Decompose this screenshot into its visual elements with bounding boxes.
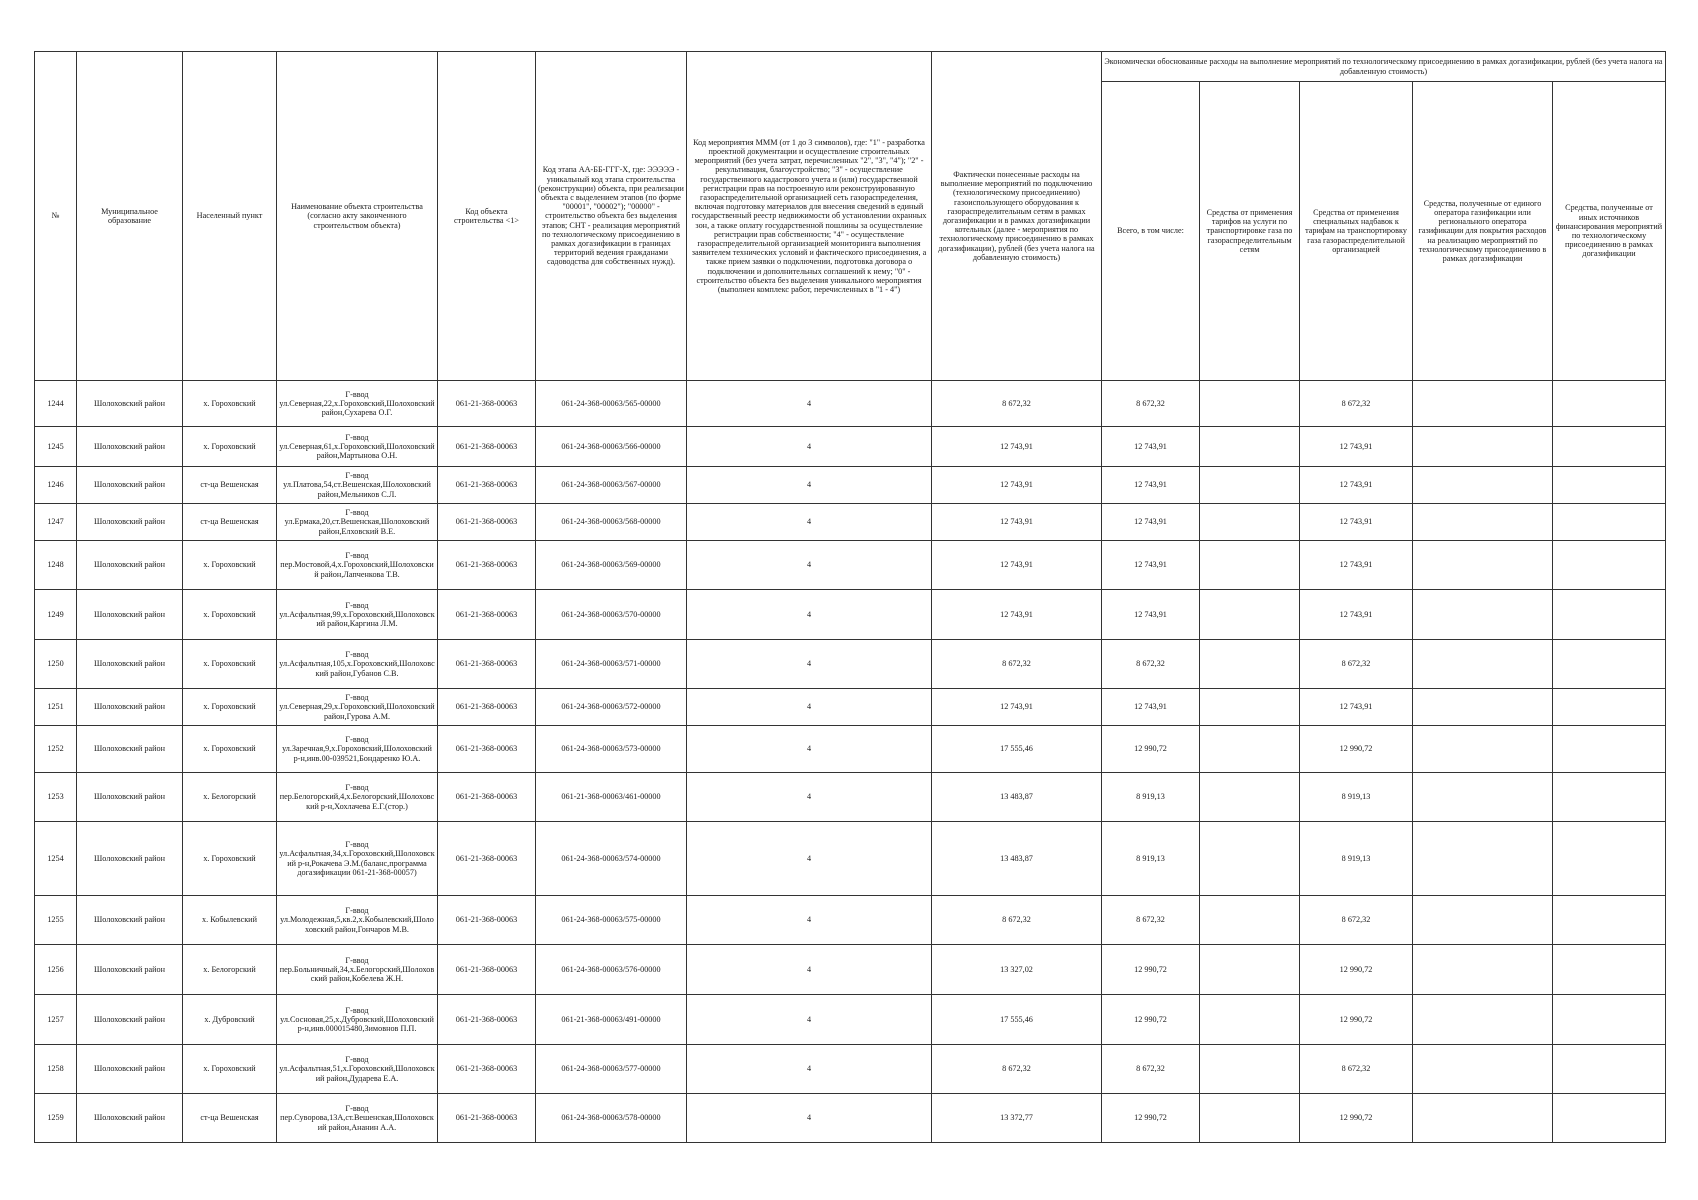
cell-other-funds <box>1553 541 1666 590</box>
cell-object-code: 061-21-368-00063 <box>438 504 536 541</box>
cell-row-number: 1254 <box>35 822 77 896</box>
header-no: № <box>35 52 77 381</box>
cell-object-code: 061-21-368-00063 <box>438 995 536 1045</box>
cell-row-number: 1249 <box>35 590 77 640</box>
cell-municipality: Шолоховский район <box>77 896 183 945</box>
cell-object-name: Г-ввод ул.Северная,22,х.Гороховский,Шолоховский район,Сухарева О.Г. <box>277 381 438 427</box>
header-municipality: Муниципальное образование <box>77 52 183 381</box>
cell-stage-code: 061-24-368-00063/575-00000 <box>536 896 687 945</box>
cell-operator-funds <box>1413 381 1553 427</box>
cell-municipality: Шолоховский район <box>77 1094 183 1143</box>
cell-surcharge-funds: 8 672,32 <box>1300 896 1413 945</box>
cell-stage-code: 061-24-368-00063/578-00000 <box>536 1094 687 1143</box>
cell-settlement: х. Гороховский <box>183 590 277 640</box>
cell-activity-code: 4 <box>687 640 932 689</box>
cell-tariff-funds <box>1200 590 1300 640</box>
cell-other-funds <box>1553 945 1666 995</box>
cell-municipality: Шолоховский район <box>77 590 183 640</box>
cell-other-funds <box>1553 1094 1666 1143</box>
header-activity-code: Код мероприятия МММ (от 1 до 3 символов), где: "1" - разработка проектной документации и осуществление строительных мероприятий (без учета затрат, перечисленных "2", "3", "4"); "2" - рекультивация, благоустройство; "3" - осуществление государственного кадастрового учета и (или) государственной регистрации прав на построенную или реконструированную газораспределительной организацией сеть газораспределения, включая подготовку материалов для внесения сведений в единый государственный реестр недвижимости об установлении охранных зон, а также оплату государственной пошлины за осуществление регистрации прав собственности; "4" - осуществление газораспределительной организацией мониторинга выполнения заявителем технических условий и фактического присоединения, а также прием заявки о подключении, подготовка договора о подключении и дополнительных соглашений к нему; "0" - строительство объекта без выделения уникального мероприятия (выполнен комплекс работ, перечисленных в "1 - 4") <box>687 52 932 381</box>
cell-row-number: 1255 <box>35 896 77 945</box>
cell-row-number: 1246 <box>35 467 77 504</box>
cell-object-code: 061-21-368-00063 <box>438 1045 536 1094</box>
table-row <box>35 590 1666 640</box>
cell-settlement: х. Дубровский <box>183 995 277 1045</box>
cell-settlement: ст-ца Вешенская <box>183 1094 277 1143</box>
cell-settlement: х. Белогорский <box>183 945 277 995</box>
cell-row-number: 1253 <box>35 773 77 822</box>
cell-surcharge-funds: 8 672,32 <box>1300 640 1413 689</box>
cell-row-number: 1250 <box>35 640 77 689</box>
cell-activity-code: 4 <box>687 822 932 896</box>
cell-stage-code: 061-24-368-00063/569-00000 <box>536 541 687 590</box>
cell-municipality: Шолоховский район <box>77 689 183 726</box>
cell-stage-code: 061-24-368-00063/567-00000 <box>536 467 687 504</box>
header-object-name: Наименование объекта строительства (согласно акту законченного строительством объекта) <box>277 52 438 381</box>
cell-surcharge-funds: 8 919,13 <box>1300 773 1413 822</box>
cell-actual-costs: 8 672,32 <box>932 381 1102 427</box>
header-actual-costs: Фактически понесенные расходы на выполнение мероприятий по подключению (технологическому присоединению) газоиспользующего оборудования к газораспределительным сетям в рамках догазификации и в рамках догазификации котельных (далее - мероприятия по технологическому присоединению в рамках догазификации), рублей (без учета налога на добавленную стоимость) <box>932 52 1102 381</box>
cell-settlement: х. Кобылевский <box>183 896 277 945</box>
cell-object-code: 061-21-368-00063 <box>438 590 536 640</box>
cell-total: 8 919,13 <box>1102 822 1200 896</box>
cell-stage-code: 061-24-368-00063/571-00000 <box>536 640 687 689</box>
cell-other-funds <box>1553 467 1666 504</box>
cell-actual-costs: 8 672,32 <box>932 896 1102 945</box>
cell-total: 8 672,32 <box>1102 1045 1200 1094</box>
cell-settlement: х. Белогорский <box>183 773 277 822</box>
cell-stage-code: 061-24-368-00063/570-00000 <box>536 590 687 640</box>
cell-operator-funds <box>1413 773 1553 822</box>
cell-settlement: х. Гороховский <box>183 726 277 773</box>
cell-surcharge-funds: 12 743,91 <box>1300 467 1413 504</box>
cell-surcharge-funds: 12 990,72 <box>1300 726 1413 773</box>
cell-tariff-funds <box>1200 945 1300 995</box>
cell-actual-costs: 12 743,91 <box>932 590 1102 640</box>
cell-stage-code: 061-24-368-00063/572-00000 <box>536 689 687 726</box>
cell-surcharge-funds: 8 919,13 <box>1300 822 1413 896</box>
cell-settlement: х. Гороховский <box>183 541 277 590</box>
cell-municipality: Шолоховский район <box>77 467 183 504</box>
cell-row-number: 1248 <box>35 541 77 590</box>
header-tariff-funds: Средства от применения тарифов на услуги по транспортировке газа по газораспределительным сетям <box>1200 82 1300 381</box>
cell-municipality: Шолоховский район <box>77 504 183 541</box>
cell-object-code: 061-21-368-00063 <box>438 467 536 504</box>
cell-stage-code: 061-24-368-00063/576-00000 <box>536 945 687 995</box>
cell-municipality: Шолоховский район <box>77 995 183 1045</box>
cell-operator-funds <box>1413 822 1553 896</box>
cell-activity-code: 4 <box>687 773 932 822</box>
cell-total: 12 990,72 <box>1102 995 1200 1045</box>
cell-object-name: Г-ввод ул.Северная,61,х.Гороховский,Шолоховский район,Мартынова О.Н. <box>277 427 438 467</box>
cell-object-code: 061-21-368-00063 <box>438 689 536 726</box>
cell-surcharge-funds: 12 743,91 <box>1300 590 1413 640</box>
cell-total: 12 743,91 <box>1102 689 1200 726</box>
cell-row-number: 1244 <box>35 381 77 427</box>
cell-surcharge-funds: 8 672,32 <box>1300 1045 1413 1094</box>
cell-total: 12 990,72 <box>1102 726 1200 773</box>
cell-actual-costs: 12 743,91 <box>932 504 1102 541</box>
cell-activity-code: 4 <box>687 726 932 773</box>
cell-activity-code: 4 <box>687 1094 932 1143</box>
cell-activity-code: 4 <box>687 896 932 945</box>
cell-tariff-funds <box>1200 504 1300 541</box>
cell-row-number: 1259 <box>35 1094 77 1143</box>
cell-activity-code: 4 <box>687 467 932 504</box>
header-object-code: Код объекта строительства <1> <box>438 52 536 381</box>
cell-other-funds <box>1553 504 1666 541</box>
cell-stage-code: 061-24-368-00063/574-00000 <box>536 822 687 896</box>
cell-other-funds <box>1553 1045 1666 1094</box>
cell-object-name: Г-ввод ул.Заречная,9,х.Гороховский,Шолоховский р-н,инв.00-039521,Бондаренко Ю.А. <box>277 726 438 773</box>
cell-surcharge-funds: 12 743,91 <box>1300 427 1413 467</box>
cell-actual-costs: 12 743,91 <box>932 541 1102 590</box>
cell-municipality: Шолоховский район <box>77 541 183 590</box>
cell-activity-code: 4 <box>687 541 932 590</box>
cell-object-code: 061-21-368-00063 <box>438 640 536 689</box>
cell-tariff-funds <box>1200 995 1300 1045</box>
cell-object-code: 061-21-368-00063 <box>438 726 536 773</box>
cell-tariff-funds <box>1200 689 1300 726</box>
cell-total: 12 743,91 <box>1102 541 1200 590</box>
cell-row-number: 1256 <box>35 945 77 995</box>
cell-object-code: 061-21-368-00063 <box>438 1094 536 1143</box>
cell-activity-code: 4 <box>687 427 932 467</box>
cell-total: 12 990,72 <box>1102 1094 1200 1143</box>
cell-operator-funds <box>1413 427 1553 467</box>
cell-object-code: 061-21-368-00063 <box>438 945 536 995</box>
table-body <box>35 381 1666 1143</box>
table-row <box>35 773 1666 822</box>
header-operator-funds: Средства, полученные от единого оператора газификации или регионального оператора газификации для покрытия расходов на реализацию мероприятий по технологическому присоединению в рамках догазификации <box>1413 82 1553 381</box>
cell-object-name: Г-ввод ул.Ермака,20,ст.Вешенская,Шолоховский район,Елховский В.Е. <box>277 504 438 541</box>
cell-surcharge-funds: 12 990,72 <box>1300 995 1413 1045</box>
cell-operator-funds <box>1413 945 1553 995</box>
cell-object-code: 061-21-368-00063 <box>438 381 536 427</box>
cell-municipality: Шолоховский район <box>77 640 183 689</box>
cell-total: 12 990,72 <box>1102 945 1200 995</box>
cell-activity-code: 4 <box>687 381 932 427</box>
cell-surcharge-funds: 12 990,72 <box>1300 945 1413 995</box>
cell-object-name: Г-ввод пер.Белогорский,4,х.Белогорский,Шолоховский р-н,Хохлачева Е.Г.(стор.) <box>277 773 438 822</box>
header-other-funds: Средства, полученные от иных источников финансирования мероприятий по технологическому присоединению в рамках догазификации <box>1553 82 1666 381</box>
cell-other-funds <box>1553 381 1666 427</box>
cell-stage-code: 061-24-368-00063/577-00000 <box>536 1045 687 1094</box>
cell-surcharge-funds: 12 743,91 <box>1300 689 1413 726</box>
cell-operator-funds <box>1413 726 1553 773</box>
cell-total: 8 672,32 <box>1102 640 1200 689</box>
table-row <box>35 945 1666 995</box>
cell-settlement: х. Гороховский <box>183 822 277 896</box>
cell-object-code: 061-21-368-00063 <box>438 773 536 822</box>
cell-total: 12 743,91 <box>1102 467 1200 504</box>
table-header <box>35 52 1666 381</box>
costs-table <box>34 51 1666 1143</box>
cell-operator-funds <box>1413 504 1553 541</box>
cell-other-funds <box>1553 689 1666 726</box>
cell-tariff-funds <box>1200 822 1300 896</box>
cell-surcharge-funds: 12 743,91 <box>1300 504 1413 541</box>
table-row <box>35 995 1666 1045</box>
cell-activity-code: 4 <box>687 590 932 640</box>
table-row <box>35 1094 1666 1143</box>
cell-operator-funds <box>1413 896 1553 945</box>
cell-object-name: Г-ввод пер.Мостовой,4,х.Гороховский,Шолоховский район,Лапченкова Т.В. <box>277 541 438 590</box>
cell-total: 12 743,91 <box>1102 504 1200 541</box>
cell-row-number: 1257 <box>35 995 77 1045</box>
cell-settlement: х. Гороховский <box>183 1045 277 1094</box>
cell-stage-code: 061-24-368-00063/573-00000 <box>536 726 687 773</box>
cell-total: 12 743,91 <box>1102 427 1200 467</box>
cell-tariff-funds <box>1200 640 1300 689</box>
cell-tariff-funds <box>1200 726 1300 773</box>
cell-object-name: Г-ввод пер.Больничный,34,х.Белогорский,Шолоховский район,Кобелева Ж.Н. <box>277 945 438 995</box>
table-row <box>35 427 1666 467</box>
cell-total: 8 672,32 <box>1102 896 1200 945</box>
cell-tariff-funds <box>1200 896 1300 945</box>
table-row <box>35 1045 1666 1094</box>
document-sheet <box>34 51 1666 1143</box>
cell-activity-code: 4 <box>687 1045 932 1094</box>
cell-municipality: Шолоховский район <box>77 945 183 995</box>
cell-object-code: 061-21-368-00063 <box>438 541 536 590</box>
cell-municipality: Шолоховский район <box>77 427 183 467</box>
cell-object-name: Г-ввод ул.Асфальтная,105,х.Гороховский,Шолоховский район,Губанов С.В. <box>277 640 438 689</box>
cell-total: 8 919,13 <box>1102 773 1200 822</box>
cell-tariff-funds <box>1200 1045 1300 1094</box>
cell-municipality: Шолоховский район <box>77 1045 183 1094</box>
cell-tariff-funds <box>1200 427 1300 467</box>
cell-object-code: 061-21-368-00063 <box>438 896 536 945</box>
cell-activity-code: 4 <box>687 995 932 1045</box>
cell-object-name: Г-ввод ул.Асфальтная,51,х.Гороховский,Шолоховский район,Дударева Е.А. <box>277 1045 438 1094</box>
cell-other-funds <box>1553 773 1666 822</box>
cell-actual-costs: 13 372,77 <box>932 1094 1102 1143</box>
cell-object-code: 061-21-368-00063 <box>438 427 536 467</box>
cell-surcharge-funds: 12 990,72 <box>1300 1094 1413 1143</box>
cell-actual-costs: 12 743,91 <box>932 467 1102 504</box>
cell-stage-code: 061-24-368-00063/566-00000 <box>536 427 687 467</box>
header-economic-costs-group: Экономически обоснованные расходы на выполнение мероприятий по технологическому присоединению в рамках догазификации, рублей (без учета налога на добавленную стоимость) <box>1102 52 1666 82</box>
cell-municipality: Шолоховский район <box>77 381 183 427</box>
cell-stage-code: 061-24-368-00063/565-00000 <box>536 381 687 427</box>
cell-settlement: х. Гороховский <box>183 640 277 689</box>
table-row <box>35 541 1666 590</box>
cell-tariff-funds <box>1200 467 1300 504</box>
cell-object-name: Г-ввод ул.Платова,54,ст.Вешенская,Шолоховский район,Мельников С.Л. <box>277 467 438 504</box>
cell-operator-funds <box>1413 590 1553 640</box>
cell-operator-funds <box>1413 1094 1553 1143</box>
cell-stage-code: 061-24-368-00063/568-00000 <box>536 504 687 541</box>
cell-municipality: Шолоховский район <box>77 822 183 896</box>
cell-actual-costs: 13 327,02 <box>932 945 1102 995</box>
cell-actual-costs: 12 743,91 <box>932 689 1102 726</box>
cell-total: 12 743,91 <box>1102 590 1200 640</box>
cell-settlement: ст-ца Вешенская <box>183 504 277 541</box>
cell-operator-funds <box>1413 689 1553 726</box>
cell-object-name: Г-ввод ул.Асфальтная,34,х.Гороховский,Шолоховский р-н,Рокачева Э.М.(баланс,программа догазификации 061-21-368-00057) <box>277 822 438 896</box>
cell-object-code: 061-21-368-00063 <box>438 822 536 896</box>
cell-operator-funds <box>1413 467 1553 504</box>
header-settlement: Населенный пункт <box>183 52 277 381</box>
cell-settlement: ст-ца Вешенская <box>183 467 277 504</box>
cell-activity-code: 4 <box>687 504 932 541</box>
cell-stage-code: 061-21-368-00063/491-00000 <box>536 995 687 1045</box>
cell-other-funds <box>1553 427 1666 467</box>
cell-other-funds <box>1553 726 1666 773</box>
cell-tariff-funds <box>1200 773 1300 822</box>
cell-actual-costs: 8 672,32 <box>932 1045 1102 1094</box>
cell-tariff-funds <box>1200 541 1300 590</box>
header-total: Всего, в том числе: <box>1102 82 1200 381</box>
table-row <box>35 896 1666 945</box>
cell-total: 8 672,32 <box>1102 381 1200 427</box>
cell-settlement: х. Гороховский <box>183 427 277 467</box>
cell-stage-code: 061-21-368-00063/461-00000 <box>536 773 687 822</box>
cell-operator-funds <box>1413 1045 1553 1094</box>
cell-activity-code: 4 <box>687 945 932 995</box>
cell-actual-costs: 17 555,46 <box>932 995 1102 1045</box>
header-surcharge-funds: Средства от применения специальных надбавок к тарифам на транспортировку газа газораспределительной организацией <box>1300 82 1413 381</box>
table-row <box>35 504 1666 541</box>
cell-other-funds <box>1553 590 1666 640</box>
cell-activity-code: 4 <box>687 689 932 726</box>
cell-object-name: Г-ввод пер.Суворова,13А,ст.Вешенская,Шолоховский район,Ананин А.А. <box>277 1094 438 1143</box>
cell-other-funds <box>1553 640 1666 689</box>
table-row <box>35 689 1666 726</box>
cell-actual-costs: 12 743,91 <box>932 427 1102 467</box>
cell-settlement: х. Гороховский <box>183 381 277 427</box>
table-row <box>35 822 1666 896</box>
cell-object-name: Г-ввод ул.Северная,29,х.Гороховский,Шолоховский район,Гурова А.М. <box>277 689 438 726</box>
cell-row-number: 1252 <box>35 726 77 773</box>
cell-operator-funds <box>1413 640 1553 689</box>
cell-municipality: Шолоховский район <box>77 773 183 822</box>
cell-row-number: 1245 <box>35 427 77 467</box>
cell-object-name: Г-ввод ул.Сосновая,25,х.Дубровский,Шолоховский р-н,инв.000015480,Зимовнов П.П. <box>277 995 438 1045</box>
cell-operator-funds <box>1413 995 1553 1045</box>
cell-row-number: 1251 <box>35 689 77 726</box>
cell-other-funds <box>1553 896 1666 945</box>
cell-surcharge-funds: 8 672,32 <box>1300 381 1413 427</box>
cell-actual-costs: 17 555,46 <box>932 726 1102 773</box>
table-row <box>35 467 1666 504</box>
cell-actual-costs: 13 483,87 <box>932 773 1102 822</box>
cell-settlement: х. Гороховский <box>183 689 277 726</box>
cell-row-number: 1247 <box>35 504 77 541</box>
cell-row-number: 1258 <box>35 1045 77 1094</box>
cell-municipality: Шолоховский район <box>77 726 183 773</box>
cell-other-funds <box>1553 822 1666 896</box>
cell-tariff-funds <box>1200 381 1300 427</box>
table-row <box>35 381 1666 427</box>
header-stage-code: Код этапа АА-ББ-ГГГ-Х, где: ЭЭЭЭЭ - уникальный код этапа строительства (реконструкции) объекта, при реализации объекта с выделением этапов (по форме "00001", "00002"); "00000" - строительство объекта без выделения этапов; СНТ - реализация мероприятий по технологическому присоединению в рамках догазификации в границах территорий ведения гражданами садоводства для собственных нужд). <box>536 52 687 381</box>
table-row <box>35 726 1666 773</box>
cell-object-name: Г-ввод ул.Асфальтная,99,х.Гороховский,Шолоховский район,Каргина Л.М. <box>277 590 438 640</box>
cell-other-funds <box>1553 995 1666 1045</box>
cell-actual-costs: 8 672,32 <box>932 640 1102 689</box>
cell-actual-costs: 13 483,87 <box>932 822 1102 896</box>
table-row <box>35 640 1666 689</box>
cell-object-name: Г-ввод ул.Молодежная,5,кв.2,х.Кобылевский,Шолоховский район,Гончаров М.В. <box>277 896 438 945</box>
cell-operator-funds <box>1413 541 1553 590</box>
cell-surcharge-funds: 12 743,91 <box>1300 541 1413 590</box>
cell-tariff-funds <box>1200 1094 1300 1143</box>
